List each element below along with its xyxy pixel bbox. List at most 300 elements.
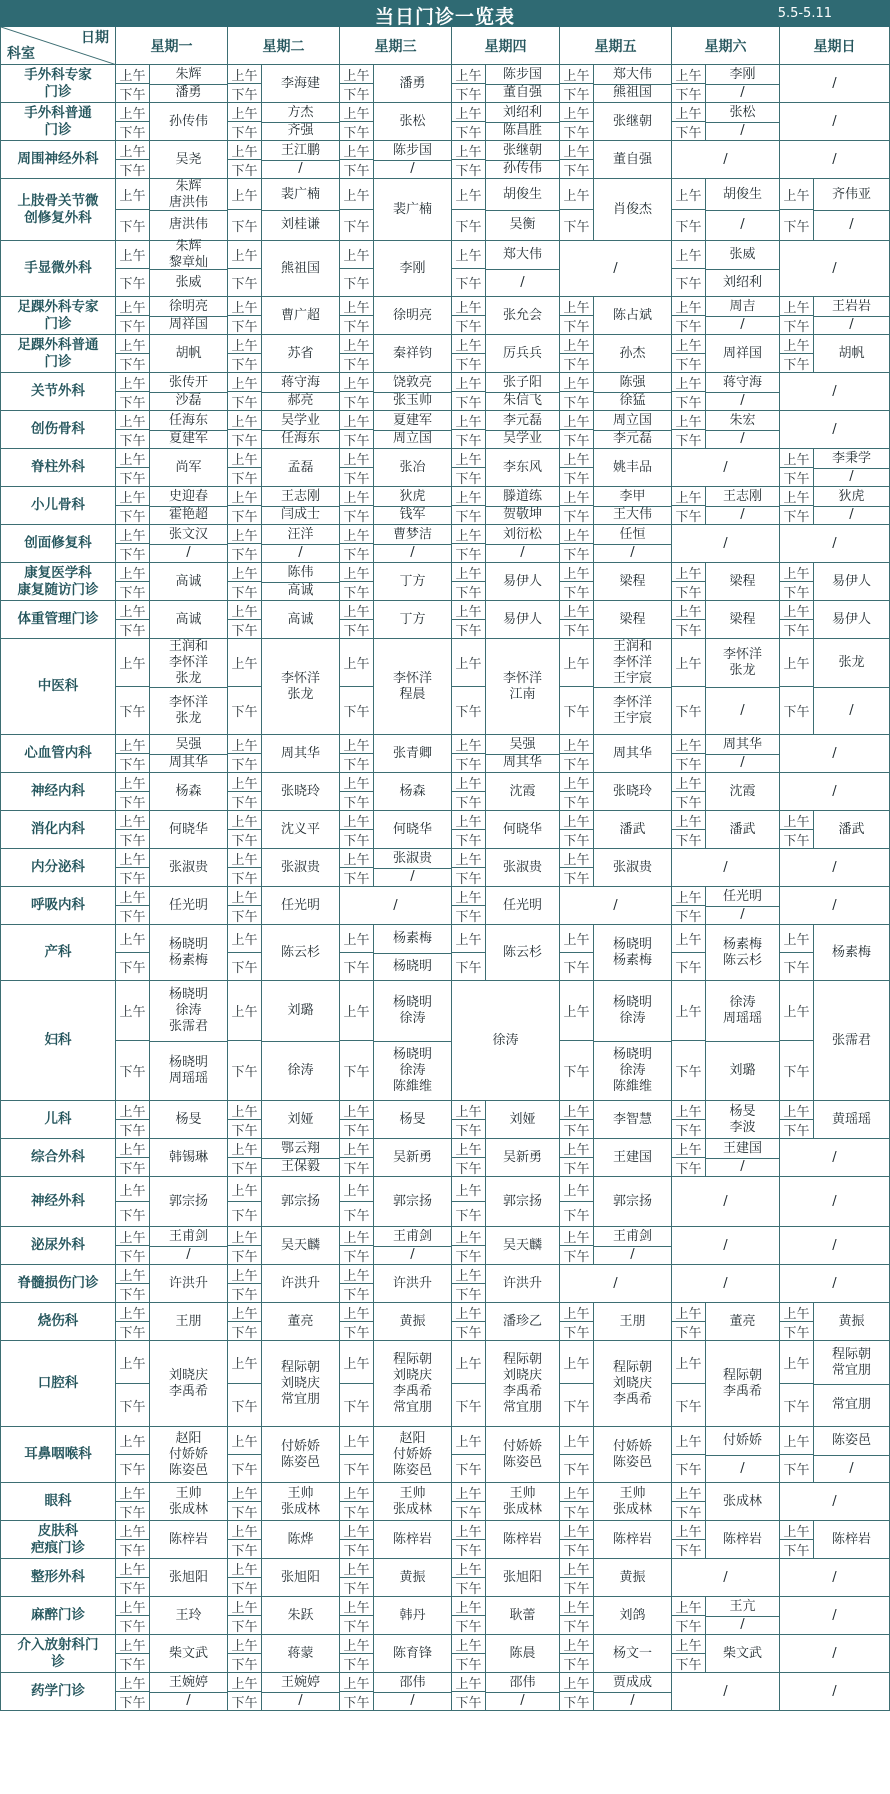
schedule-cell bbox=[452, 1427, 560, 1483]
am-label: 上午 bbox=[560, 849, 594, 868]
doctor-name: 李东风 bbox=[502, 459, 542, 475]
day-header: 星期日 bbox=[780, 27, 890, 65]
pm-doctor-name: 刘璐 bbox=[729, 1062, 756, 1078]
pm-label: 下午 bbox=[560, 582, 594, 600]
doctor-name: 杨素梅 bbox=[831, 944, 871, 960]
doctor-name: 张旭阳 bbox=[502, 1569, 542, 1585]
schedule-cell bbox=[116, 887, 228, 925]
pm-doctor-name: / bbox=[410, 1247, 415, 1262]
pm-doctor-name: 齐强 bbox=[287, 123, 314, 138]
doctor-name: / bbox=[832, 783, 837, 799]
am-label: 上午 bbox=[560, 925, 594, 953]
am-doctor-name: 张威 bbox=[706, 241, 779, 270]
schedule-cell bbox=[116, 1341, 228, 1427]
schedule-cell bbox=[228, 1227, 340, 1265]
pm-label: 下午 bbox=[228, 160, 262, 178]
pm-doctor-name: 潘勇 bbox=[175, 85, 202, 100]
doctor-name: 赵阳 付娇娇 陈姿邑 bbox=[392, 1430, 432, 1478]
pm-label: 下午 bbox=[340, 754, 374, 772]
pm-label: 下午 bbox=[452, 122, 486, 140]
am-label: 上午 bbox=[560, 1597, 594, 1616]
schedule-cell bbox=[560, 1635, 672, 1673]
doctor-name: 易伊人 bbox=[831, 611, 871, 627]
schedule-cell bbox=[452, 1673, 560, 1711]
pm-label: 下午 bbox=[672, 620, 706, 638]
doctor-name: 张允会 bbox=[502, 307, 542, 323]
pm-label: 下午 bbox=[228, 1041, 262, 1100]
am-label: 上午 bbox=[116, 773, 150, 792]
doctor-name: 孟磊 bbox=[287, 459, 314, 475]
schedule-cell bbox=[780, 1597, 890, 1635]
am-label: 上午 bbox=[116, 849, 150, 868]
schedule-cell bbox=[452, 1521, 560, 1559]
schedule-cell bbox=[780, 103, 890, 141]
pm-label: 下午 bbox=[452, 1158, 486, 1176]
schedule-cell bbox=[228, 1177, 340, 1227]
doctor-name: / bbox=[832, 1237, 837, 1253]
am-label: 上午 bbox=[228, 1635, 262, 1654]
am-label: 上午 bbox=[340, 241, 374, 269]
dept-name: 泌尿外科 bbox=[0, 1227, 116, 1265]
doctor-name: 刘晓庆 李禹希 bbox=[168, 1367, 208, 1399]
pm-doctor-name: / bbox=[740, 755, 745, 770]
pm-label: 下午 bbox=[560, 1540, 594, 1558]
doctor-name: / bbox=[832, 260, 837, 276]
schedule-cell bbox=[560, 487, 672, 525]
pm-label: 下午 bbox=[780, 830, 814, 848]
doctor-name: 王朋 bbox=[619, 1313, 646, 1329]
am-label: 上午 bbox=[228, 1521, 262, 1540]
pm-label: 下午 bbox=[340, 953, 374, 980]
schedule-cell bbox=[452, 1101, 560, 1139]
am-label: 上午 bbox=[560, 735, 594, 754]
schedule-cell bbox=[780, 373, 890, 411]
schedule-cell bbox=[452, 639, 560, 735]
pm-label: 下午 bbox=[672, 122, 706, 140]
am-label: 上午 bbox=[452, 487, 486, 506]
doctor-name: 陈占斌 bbox=[612, 307, 652, 323]
pm-doctor-name: 杨晓明 bbox=[392, 958, 432, 974]
schedule-cell bbox=[672, 849, 780, 887]
am-label: 上午 bbox=[560, 1139, 594, 1158]
doctor-name: / bbox=[832, 1569, 837, 1585]
pm-label: 下午 bbox=[228, 687, 262, 734]
am-doctor-name: 李秉学 bbox=[814, 449, 889, 469]
am-label: 上午 bbox=[672, 1341, 706, 1384]
pm-label: 下午 bbox=[116, 754, 150, 772]
dept-name: 足踝外科普通 门诊 bbox=[0, 335, 116, 373]
doctor-name: / bbox=[832, 1193, 837, 1209]
am-label: 上午 bbox=[452, 1101, 486, 1120]
schedule-cell bbox=[672, 1483, 780, 1521]
am-doctor-name: 杨晓明 徐涛 bbox=[594, 981, 671, 1042]
am-doctor-name: 任恒 bbox=[594, 525, 671, 545]
schedule-cell bbox=[340, 601, 452, 639]
schedule-cell bbox=[228, 525, 340, 563]
schedule-cell bbox=[780, 1673, 890, 1711]
pm-doctor-name: / bbox=[849, 1460, 854, 1476]
schedule-cell bbox=[116, 297, 228, 335]
pm-label: 下午 bbox=[340, 544, 374, 562]
am-doctor-name: 王志刚 bbox=[706, 487, 779, 507]
am-doctor-name: 吴学业 bbox=[262, 411, 339, 431]
am-label: 上午 bbox=[560, 65, 594, 84]
pm-label: 下午 bbox=[116, 1540, 150, 1558]
schedule-cell bbox=[228, 887, 340, 925]
am-doctor-name: 王岩岩 bbox=[814, 297, 889, 317]
schedule-cell bbox=[228, 335, 340, 373]
schedule-cell bbox=[672, 65, 780, 103]
doctor-name: / bbox=[613, 1275, 618, 1291]
doctor-name: / bbox=[723, 1569, 728, 1585]
pm-doctor-name: / bbox=[520, 1693, 525, 1708]
pm-label: 下午 bbox=[452, 620, 486, 638]
pm-label: 下午 bbox=[116, 392, 150, 410]
schedule-cell bbox=[560, 981, 672, 1101]
doctor-name: 陈梓岩 bbox=[392, 1531, 432, 1547]
schedule-cell bbox=[228, 1559, 340, 1597]
pm-doctor-name: / bbox=[520, 545, 525, 560]
am-label: 上午 bbox=[452, 141, 486, 160]
am-doctor-name: 李元磊 bbox=[486, 411, 559, 431]
am-label: 上午 bbox=[116, 601, 150, 620]
dept-name: 耳鼻咽喉科 bbox=[0, 1427, 116, 1483]
schedule-cell bbox=[452, 373, 560, 411]
dept-name: 消化内科 bbox=[0, 811, 116, 849]
schedule-cell bbox=[780, 449, 890, 487]
pm-label: 下午 bbox=[452, 906, 486, 924]
am-label: 上午 bbox=[672, 241, 706, 269]
schedule-cell bbox=[116, 487, 228, 525]
schedule-cell bbox=[340, 849, 452, 887]
pm-label: 下午 bbox=[780, 210, 814, 240]
pm-label: 下午 bbox=[340, 468, 374, 486]
doctor-name: / bbox=[832, 859, 837, 875]
schedule-cell bbox=[560, 297, 672, 335]
pm-label: 下午 bbox=[228, 354, 262, 372]
am-label: 上午 bbox=[228, 601, 262, 620]
pm-label: 下午 bbox=[452, 269, 486, 296]
am-label: 上午 bbox=[116, 411, 150, 430]
am-label: 上午 bbox=[560, 297, 594, 316]
pm-label: 下午 bbox=[116, 430, 150, 448]
doctor-name: / bbox=[832, 897, 837, 913]
schedule-cell bbox=[672, 1101, 780, 1139]
pm-label: 下午 bbox=[452, 468, 486, 486]
am-label: 上午 bbox=[228, 1427, 262, 1455]
am-label: 上午 bbox=[228, 1341, 262, 1384]
doctor-name: 姚丰品 bbox=[612, 459, 652, 475]
dept-name: 产科 bbox=[0, 925, 116, 981]
schedule-cell bbox=[672, 1177, 780, 1227]
pm-doctor-name: / bbox=[298, 545, 303, 560]
schedule-cell bbox=[228, 925, 340, 981]
doctor-name: 梁程 bbox=[729, 573, 756, 589]
am-label: 上午 bbox=[452, 1483, 486, 1502]
am-doctor-name: 蒋守海 bbox=[706, 373, 779, 393]
am-label: 上午 bbox=[452, 1265, 486, 1284]
am-doctor-name: 吴强 bbox=[486, 735, 559, 755]
pm-label: 下午 bbox=[340, 354, 374, 372]
am-doctor-name: 张传开 bbox=[150, 373, 227, 393]
am-label: 上午 bbox=[452, 411, 486, 430]
doctor-name: 韩丹 bbox=[399, 1607, 426, 1623]
schedule-cell bbox=[672, 639, 780, 735]
am-doctor-name: 鄂云翔 bbox=[262, 1139, 339, 1159]
am-label: 上午 bbox=[116, 1177, 150, 1202]
pm-label: 下午 bbox=[116, 354, 150, 372]
am-label: 上午 bbox=[560, 1101, 594, 1120]
schedule-cell bbox=[780, 773, 890, 811]
schedule-cell bbox=[560, 1521, 672, 1559]
am-label: 上午 bbox=[116, 335, 150, 354]
doctor-name: 程际朝 刘晓庆 李禹希 常宜朋 bbox=[502, 1351, 542, 1415]
am-label: 上午 bbox=[116, 981, 150, 1041]
schedule-cell bbox=[340, 735, 452, 773]
am-label: 上午 bbox=[452, 449, 486, 468]
am-label: 上午 bbox=[452, 65, 486, 84]
doctor-name: / bbox=[832, 1493, 837, 1509]
doctor-name: 孙传伟 bbox=[168, 113, 208, 129]
dept-name: 介入放射科门 诊 bbox=[0, 1635, 116, 1673]
am-label: 上午 bbox=[560, 1427, 594, 1455]
dept-name: 上肢骨关节微 创修复外科 bbox=[0, 179, 116, 241]
pm-doctor-name: / bbox=[630, 545, 635, 560]
dept-name: 眼科 bbox=[0, 1483, 116, 1521]
schedule-cell bbox=[780, 1101, 890, 1139]
title-bar bbox=[0, 0, 890, 27]
schedule-cell bbox=[228, 1341, 340, 1427]
doctor-name: 任光明 bbox=[280, 897, 320, 913]
doctor-name: 胡帆 bbox=[838, 345, 865, 361]
schedule-cell bbox=[560, 449, 672, 487]
schedule-cell bbox=[560, 735, 672, 773]
pm-label: 下午 bbox=[228, 544, 262, 562]
schedule-cell bbox=[780, 487, 890, 525]
am-label: 上午 bbox=[452, 1177, 486, 1202]
dept-name: 创面修复科 bbox=[0, 525, 116, 563]
pm-label: 下午 bbox=[560, 1041, 594, 1100]
doctor-name: 沈义平 bbox=[280, 821, 320, 837]
pm-label: 下午 bbox=[780, 468, 814, 486]
am-label: 上午 bbox=[116, 103, 150, 122]
am-doctor-name: 刘绍利 bbox=[486, 103, 559, 123]
am-label: 上午 bbox=[228, 103, 262, 122]
pm-label: 下午 bbox=[228, 1578, 262, 1596]
am-label: 上午 bbox=[780, 563, 814, 582]
am-label: 上午 bbox=[340, 1101, 374, 1120]
doctor-name: 潘珍乙 bbox=[502, 1313, 542, 1329]
schedule-cell bbox=[672, 1597, 780, 1635]
pm-label: 下午 bbox=[228, 868, 262, 886]
am-label: 上午 bbox=[560, 1227, 594, 1246]
doctor-name: 潘武 bbox=[838, 821, 865, 837]
schedule-cell bbox=[672, 1303, 780, 1341]
pm-label: 下午 bbox=[560, 160, 594, 178]
pm-label: 下午 bbox=[452, 1202, 486, 1226]
am-label: 上午 bbox=[452, 525, 486, 544]
doctor-name: 沈霞 bbox=[729, 783, 756, 799]
schedule-cell bbox=[116, 179, 228, 241]
am-doctor-name: 史迎春 bbox=[150, 487, 227, 507]
schedule-cell bbox=[340, 563, 452, 601]
am-label: 上午 bbox=[340, 373, 374, 392]
pm-label: 下午 bbox=[228, 1502, 262, 1520]
am-label: 上午 bbox=[228, 241, 262, 269]
schedule-cell bbox=[672, 1521, 780, 1559]
pm-doctor-name: / bbox=[410, 869, 415, 884]
am-label: 上午 bbox=[116, 1521, 150, 1540]
pm-doctor-name: 霍艳超 bbox=[168, 507, 208, 522]
schedule-cell bbox=[560, 1303, 672, 1341]
am-doctor-name: 陈步国 bbox=[486, 65, 559, 85]
schedule-cell bbox=[116, 1265, 228, 1303]
schedule-cell bbox=[116, 525, 228, 563]
doctor-name: 陈育锋 bbox=[392, 1645, 432, 1661]
schedule-cell bbox=[672, 1559, 780, 1597]
am-label: 上午 bbox=[560, 981, 594, 1041]
am-label: 上午 bbox=[340, 1559, 374, 1578]
pm-label: 下午 bbox=[672, 754, 706, 772]
dept-name: 中医科 bbox=[0, 639, 116, 735]
am-label: 上午 bbox=[116, 811, 150, 830]
am-label: 上午 bbox=[228, 449, 262, 468]
am-label: 上午 bbox=[228, 1101, 262, 1120]
doctor-name: 杨旻 bbox=[175, 1111, 202, 1127]
doctor-name: / bbox=[832, 1275, 837, 1291]
schedule-cell bbox=[452, 487, 560, 525]
am-label: 上午 bbox=[452, 925, 486, 953]
am-label: 上午 bbox=[116, 1101, 150, 1120]
schedule-cell bbox=[780, 925, 890, 981]
schedule-cell bbox=[672, 179, 780, 241]
doctor-name: / bbox=[723, 535, 728, 551]
pm-label: 下午 bbox=[228, 1284, 262, 1302]
am-label: 上午 bbox=[560, 601, 594, 620]
am-doctor-name: 朱辉 黎章灿 bbox=[150, 241, 227, 270]
schedule-cell bbox=[340, 65, 452, 103]
am-doctor-name: 贾成成 bbox=[594, 1673, 671, 1693]
schedule-cell bbox=[452, 1597, 560, 1635]
pm-label: 下午 bbox=[560, 687, 594, 734]
doctor-name: 张淑贵 bbox=[280, 859, 320, 875]
am-label: 上午 bbox=[560, 1483, 594, 1502]
am-label: 上午 bbox=[340, 487, 374, 506]
schedule-cell bbox=[340, 981, 452, 1101]
am-label: 上午 bbox=[672, 297, 706, 316]
doctor-name: 周其华 bbox=[280, 745, 320, 761]
am-label: 上午 bbox=[340, 1597, 374, 1616]
schedule-cell bbox=[340, 1101, 452, 1139]
am-label: 上午 bbox=[780, 601, 814, 620]
pm-label: 下午 bbox=[672, 210, 706, 240]
schedule-cell bbox=[116, 811, 228, 849]
am-label: 上午 bbox=[228, 141, 262, 160]
am-label: 上午 bbox=[780, 981, 814, 1041]
doctor-name: 何晓华 bbox=[502, 821, 542, 837]
am-label: 上午 bbox=[228, 411, 262, 430]
pm-label: 下午 bbox=[340, 316, 374, 334]
am-label: 上午 bbox=[116, 1597, 150, 1616]
doctor-name: 杨文一 bbox=[612, 1645, 652, 1661]
doctor-name: 陈烨 bbox=[287, 1531, 314, 1547]
schedule-cell bbox=[780, 981, 890, 1101]
dept-name: 烧伤科 bbox=[0, 1303, 116, 1341]
pm-label: 下午 bbox=[452, 1120, 486, 1138]
pm-label: 下午 bbox=[452, 354, 486, 372]
pm-label: 下午 bbox=[116, 582, 150, 600]
doctor-name: 许洪升 bbox=[502, 1275, 542, 1291]
doctor-name: 王帅 张成林 bbox=[502, 1485, 542, 1517]
schedule-cell bbox=[340, 1559, 452, 1597]
pm-doctor-name: 李元磊 bbox=[612, 431, 652, 446]
am-label: 上午 bbox=[340, 525, 374, 544]
pm-label: 下午 bbox=[780, 687, 814, 734]
pm-doctor-name: 夏建军 bbox=[168, 431, 208, 446]
pm-doctor-name: / bbox=[186, 1247, 191, 1262]
day-header: 星期五 bbox=[560, 27, 672, 65]
am-doctor-name: 滕道练 bbox=[486, 487, 559, 507]
schedule-cell bbox=[672, 103, 780, 141]
schedule-cell bbox=[228, 1673, 340, 1711]
schedule-cell bbox=[672, 411, 780, 449]
am-label: 上午 bbox=[340, 1483, 374, 1502]
doctor-name: 潘武 bbox=[729, 821, 756, 837]
schedule-cell bbox=[560, 1139, 672, 1177]
pm-doctor-name: / bbox=[520, 274, 525, 290]
schedule-cell bbox=[452, 601, 560, 639]
pm-label: 下午 bbox=[452, 953, 486, 980]
schedule-cell bbox=[116, 1177, 228, 1227]
schedule-cell bbox=[560, 1597, 672, 1635]
schedule-cell bbox=[560, 241, 672, 297]
schedule-cell bbox=[228, 1597, 340, 1635]
schedule-cell bbox=[452, 811, 560, 849]
am-doctor-name: 王甫剑 bbox=[150, 1227, 227, 1247]
doctor-name: / bbox=[832, 383, 837, 399]
doctor-name: 付娇娇 陈姿邑 bbox=[612, 1438, 652, 1470]
doctor-name: 杨晓明 杨素梅 bbox=[612, 936, 652, 968]
am-label: 上午 bbox=[780, 335, 814, 354]
schedule-cell bbox=[116, 1521, 228, 1559]
pm-label: 下午 bbox=[228, 1654, 262, 1672]
schedule-cell bbox=[340, 925, 452, 981]
pm-label: 下午 bbox=[560, 122, 594, 140]
pm-label: 下午 bbox=[116, 506, 150, 524]
pm-label: 下午 bbox=[228, 1246, 262, 1264]
am-label: 上午 bbox=[672, 1101, 706, 1120]
pm-doctor-name: / bbox=[298, 1693, 303, 1708]
schedule-cell bbox=[672, 373, 780, 411]
schedule-cell bbox=[780, 335, 890, 373]
schedule-cell bbox=[116, 1101, 228, 1139]
schedule-cell bbox=[340, 1483, 452, 1521]
schedule-cell bbox=[116, 1673, 228, 1711]
am-label: 上午 bbox=[228, 887, 262, 906]
pm-doctor-name: 朱信飞 bbox=[502, 393, 542, 408]
pm-label: 下午 bbox=[780, 1120, 814, 1138]
am-doctor-name: 夏建军 bbox=[374, 411, 451, 431]
doctor-name: / bbox=[832, 1607, 837, 1623]
am-doctor-name: 刘璐 bbox=[262, 981, 339, 1042]
am-label: 上午 bbox=[452, 1597, 486, 1616]
am-label: 上午 bbox=[560, 449, 594, 468]
am-doctor-name: 李刚 bbox=[706, 65, 779, 85]
schedule-cell bbox=[452, 773, 560, 811]
pm-label: 下午 bbox=[340, 620, 374, 638]
am-label: 上午 bbox=[116, 141, 150, 160]
schedule-cell bbox=[116, 103, 228, 141]
